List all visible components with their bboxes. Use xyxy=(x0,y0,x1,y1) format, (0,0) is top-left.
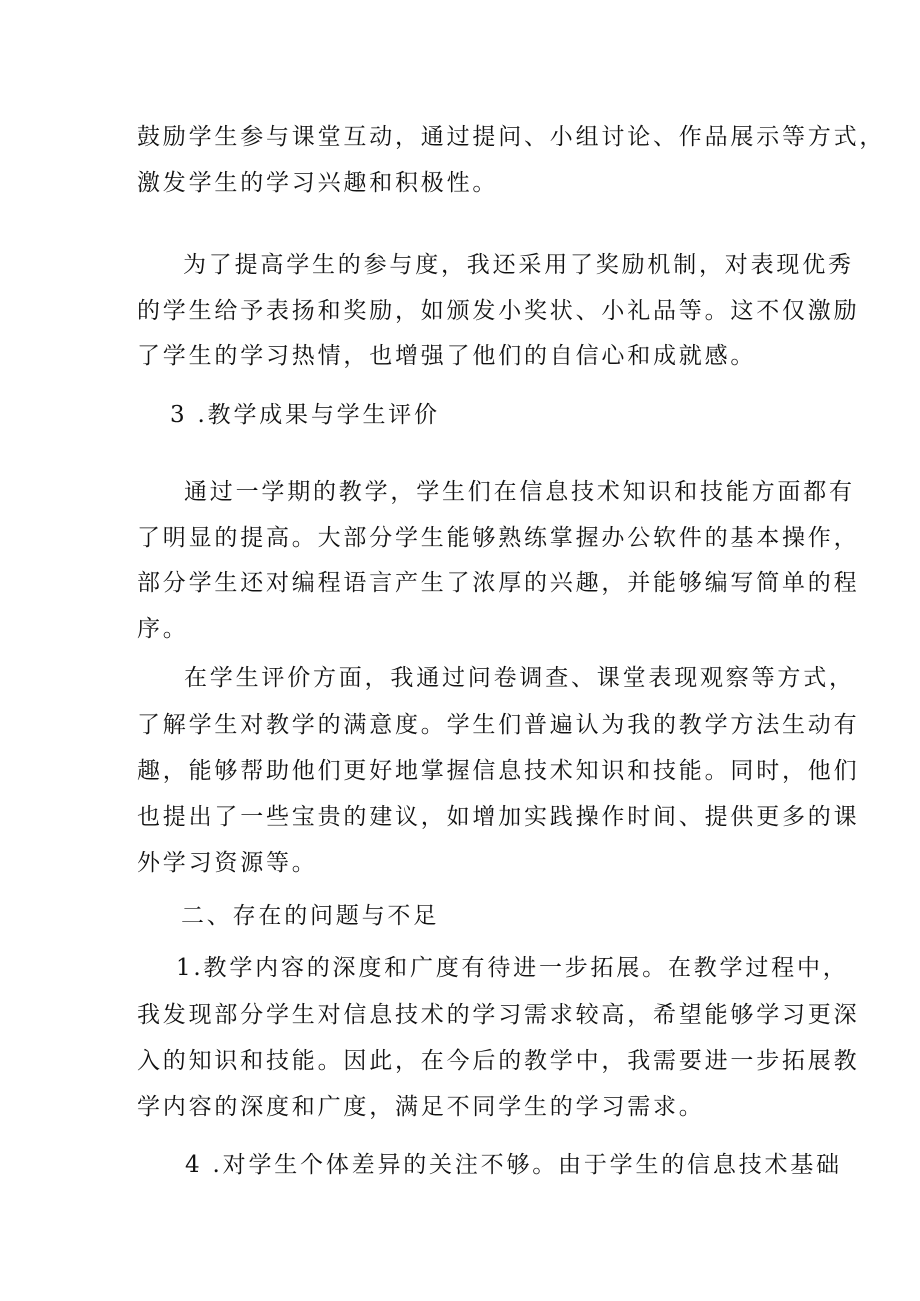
section-heading-problems: 二、存在的问题与不足 xyxy=(181,903,439,929)
text-line-2: 激发学生的学习兴趣和积极性。 xyxy=(137,170,499,196)
paragraph-evaluation-line-3: 趣，能够帮助他们更好地掌握信息技术知识和技能。同时，他们 xyxy=(137,758,860,784)
paragraph-evaluation-line-5: 外学习资源等。 xyxy=(137,850,318,876)
text-line-1: 鼓励学生参与课堂互动，通过提问、小组讨论、作品展示等方式， xyxy=(137,124,886,150)
problem-item-4-line-1: 4 .对学生个体差异的关注不够。由于学生的信息技术基础 xyxy=(185,1152,842,1178)
section-heading-teaching-results: 3 .教学成果与学生评价 xyxy=(170,402,440,428)
problem-item-1-line-1: 1.教学内容的深度和广度有待进一步拓展。在教学过程中， xyxy=(176,955,849,981)
paragraph-reward-line-1: 为了提高学生的参与度，我还采用了奖励机制，对表现优秀 xyxy=(183,252,854,278)
paragraph-reward-line-2: 的学生给予表扬和奖励，如颁发小奖状、小礼品等。这不仅激励 xyxy=(137,298,860,324)
problem-item-1-line-2: 我发现部分学生对信息技术的学习需求较高，希望能够学习更深 xyxy=(137,1002,860,1028)
paragraph-evaluation-line-1: 在学生评价方面，我通过问卷调查、课堂表现观察等方式， xyxy=(184,665,855,691)
paragraph-reward-line-3: 了学生的学习热情，也增强了他们的自信心和成就感。 xyxy=(137,343,757,369)
paragraph-results-line-3: 部分学生还对编程语言产生了浓厚的兴趣，并能够编写简单的程 xyxy=(137,570,860,596)
paragraph-results-line-2: 了明显的提高。大部分学生能够熟练掌握办公软件的基本操作， xyxy=(137,525,860,551)
problem-item-1-line-3: 入的知识和技能。因此，在今后的教学中，我需要进一步拓展教 xyxy=(137,1048,860,1074)
paragraph-evaluation-line-2: 了解学生对教学的满意度。学生们普遍认为我的教学方法生动有 xyxy=(137,712,860,738)
paragraph-evaluation-line-4: 也提出了一些宝贵的建议，如增加实践操作时间、提供更多的课 xyxy=(137,804,860,830)
problem-item-1-line-4: 学内容的深度和广度，满足不同学生的学习需求。 xyxy=(137,1094,705,1120)
paragraph-results-line-4: 序。 xyxy=(137,616,189,642)
paragraph-results-line-1: 通过一学期的教学，学生们在信息技术知识和技能方面都有 xyxy=(184,479,855,505)
